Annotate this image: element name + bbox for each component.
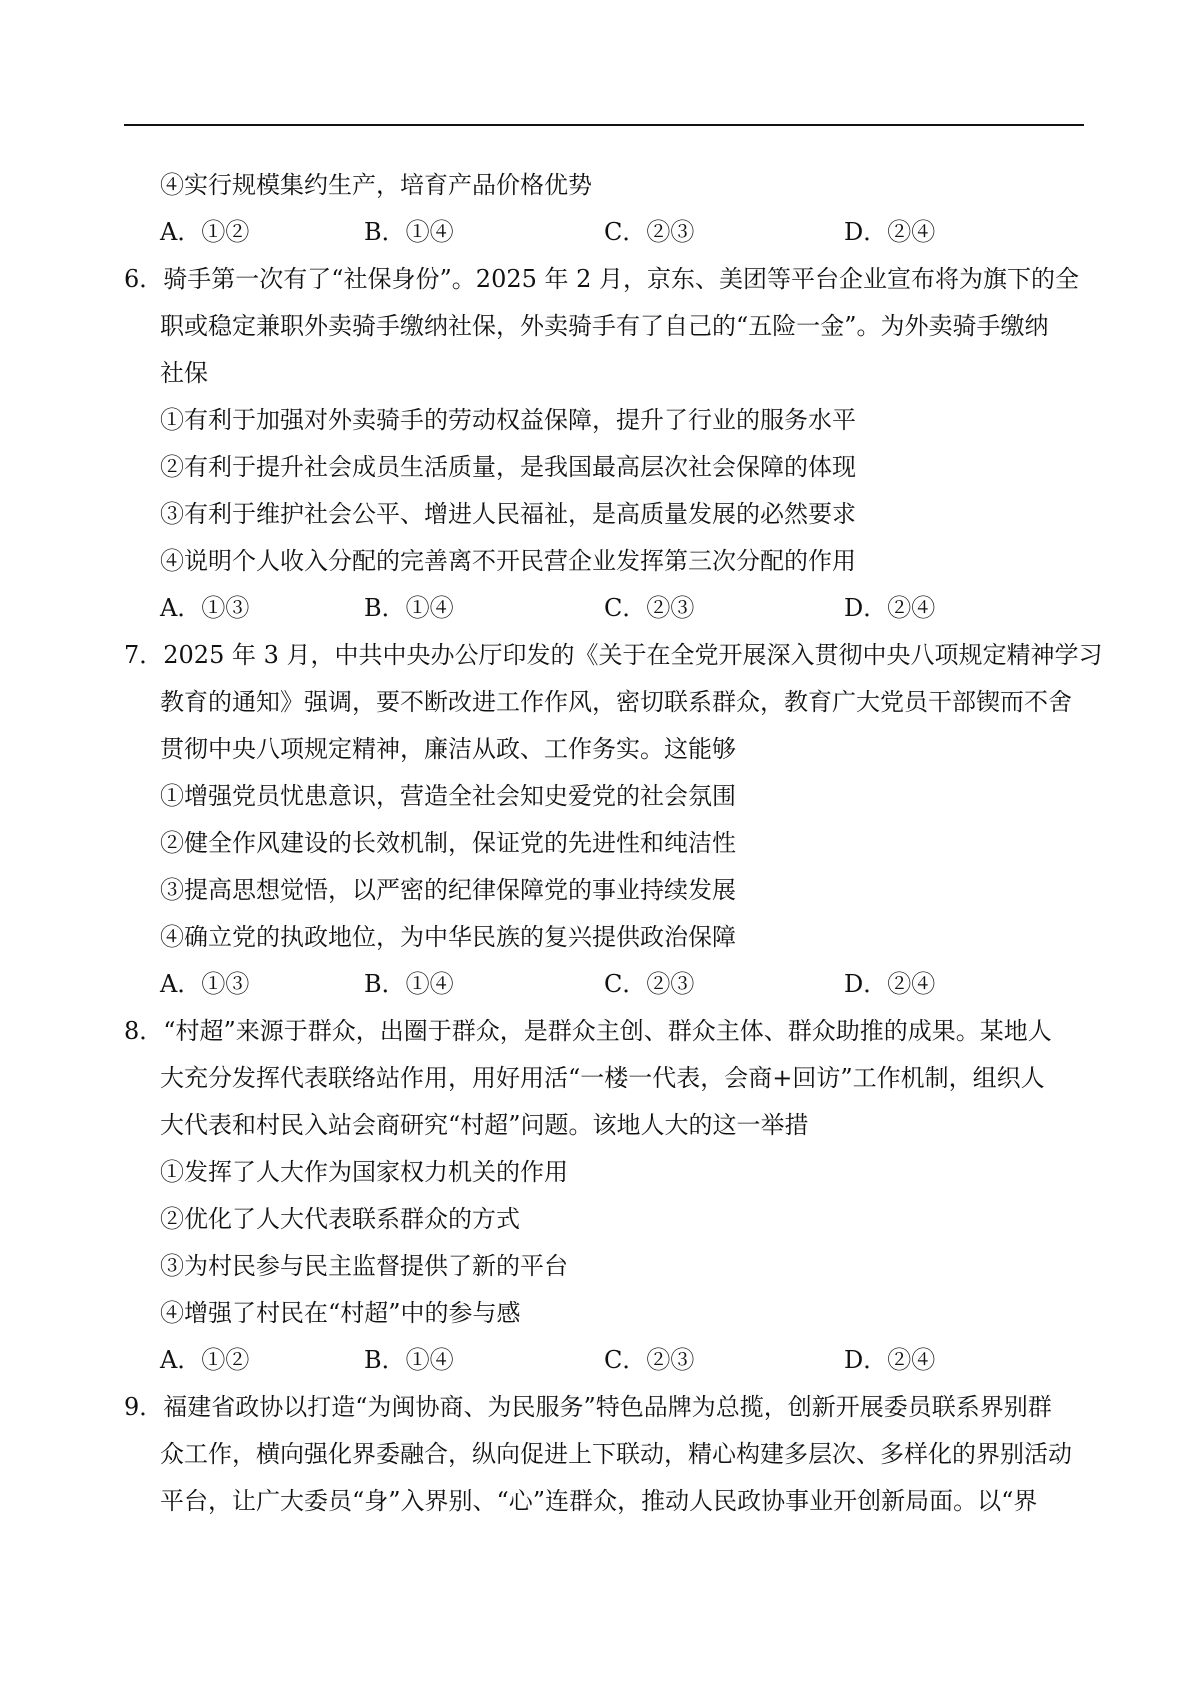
q8-item-1: ①发挥了人大作为国家权力机关的作用 <box>160 1158 568 1186</box>
q8-stem-line-2: 大充分发挥代表联络站作用，用好用活“一楼一代表，会商+回访”工作机制，组织人 <box>160 1064 1045 1092</box>
q6-option-b: B．①④ <box>364 594 454 622</box>
exam-page-content <box>124 162 1103 1525</box>
q8-option-c: C．②③ <box>604 1346 695 1374</box>
q6-stem-line-1: 6．骑手第一次有了“社保身份”。2025 年 2 月，京东、美团等平台企业宣布将为旗下的全 <box>124 265 1080 293</box>
q6-options <box>124 585 1084 632</box>
q9-stem-line-2: 众工作，横向强化界委融合，纵向促进上下联动，精心构建多层次、多样化的界别活动 <box>160 1440 1072 1468</box>
q6-item-2: ②有利于提升社会成员生活质量，是我国最高层次社会保障的体现 <box>160 453 856 481</box>
q6-stem-line-2: 职或稳定兼职外卖骑手缴纳社保，外卖骑手有了自己的“五险一金”。为外卖骑手缴纳 <box>160 312 1049 340</box>
q7-option-c: C．②③ <box>604 970 695 998</box>
q7-stem-line-3: 贯彻中央八项规定精神，廉洁从政、工作务实。这能够 <box>160 735 736 763</box>
q8-option-d: D．②④ <box>844 1346 936 1374</box>
q6-option-a: A．①③ <box>160 594 250 622</box>
q5-options <box>124 209 1084 256</box>
q5-option-a: A．①② <box>160 218 250 246</box>
q8-item-2: ②优化了人大代表联系群众的方式 <box>160 1205 520 1233</box>
q5-option-b: B．①④ <box>364 218 454 246</box>
q7-item-2: ②健全作风建设的长效机制，保证党的先进性和纯洁性 <box>160 829 736 857</box>
q9-stem-line-1: 9．福建省政协以打造“为闽协商、为民服务”特色品牌为总揽，创新开展委员联系界别群 <box>124 1393 1052 1421</box>
q7-item-3: ③提高思想觉悟，以严密的纪律保障党的事业持续发展 <box>160 876 736 904</box>
q7-stem-line-1: 7．2025 年 3 月，中共中央办公厅印发的《关于在全党开展深入贯彻中央八项规定精神学习 <box>124 641 1103 669</box>
q6-item-3: ③有利于维护社会公平、增进人民福祉，是高质量发展的必然要求 <box>160 500 856 528</box>
q9-stem-line-3: 平台，让广大委员“身”入界别、“心”连群众，推动人民政协事业开创新局面。以“界 <box>160 1487 1038 1515</box>
q6-option-d: D．②④ <box>844 594 936 622</box>
q8-stem-line-1: 8．“村超”来源于群众，出圈于群众，是群众主创、群众主体、群众助推的成果。某地人 <box>124 1017 1052 1045</box>
q6-item-1: ①有利于加强对外卖骑手的劳动权益保障，提升了行业的服务水平 <box>160 406 856 434</box>
q7-option-b: B．①④ <box>364 970 454 998</box>
q6-option-c: C．②③ <box>604 594 695 622</box>
q6-stem-line-3: 社保 <box>160 359 208 387</box>
q7-item-1: ①增强党员忧患意识，营造全社会知史爱党的社会氛围 <box>160 782 736 810</box>
q7-option-d: D．②④ <box>844 970 936 998</box>
q7-stem-line-2: 教育的通知》强调，要不断改进工作作风，密切联系群众，教育广大党员干部锲而不舍 <box>160 688 1072 716</box>
q7-option-a: A．①③ <box>160 970 250 998</box>
q8-options <box>124 1337 1084 1384</box>
q5-option-d: D．②④ <box>844 218 936 246</box>
q6-item-4: ④说明个人收入分配的完善离不开民营企业发挥第三次分配的作用 <box>160 547 856 575</box>
q5-item-4: ④实行规模集约生产，培育产品价格优势 <box>160 171 592 199</box>
q7-options <box>124 961 1084 1008</box>
q8-item-4: ④增强了村民在“村超”中的参与感 <box>160 1299 521 1327</box>
q7-item-4: ④确立党的执政地位，为中华民族的复兴提供政治保障 <box>160 923 736 951</box>
q8-option-b: B．①④ <box>364 1346 454 1374</box>
q8-stem-line-3: 大代表和村民入站会商研究“村超”问题。该地人大的这一举措 <box>160 1111 809 1139</box>
q8-item-3: ③为村民参与民主监督提供了新的平台 <box>160 1252 568 1280</box>
q8-option-a: A．①② <box>160 1346 250 1374</box>
header-rule <box>124 124 1084 126</box>
q5-option-c: C．②③ <box>604 218 695 246</box>
